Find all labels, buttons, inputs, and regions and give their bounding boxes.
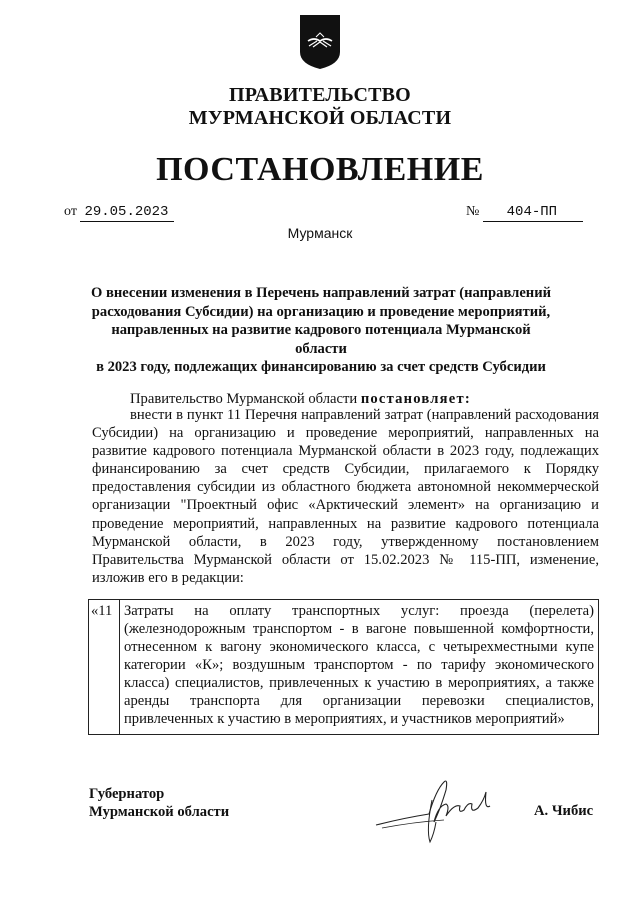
subject-line: в 2023 году, подлежащих финансированию за счет средств Субсидии — [96, 359, 546, 375]
subject-line: расходования Субсидии) на организацию и проведение мероприятий, — [91, 303, 551, 320]
intro-text: Правительство Мурманской области — [130, 391, 361, 407]
coat-of-arms-emblem — [299, 14, 341, 70]
item-number: «11 — [89, 600, 120, 735]
position-line: Мурманской области — [89, 804, 230, 820]
document-number: 404-ПП — [483, 203, 583, 222]
city: Мурманск — [287, 225, 353, 241]
position-line: Губернатор — [89, 786, 165, 802]
number-row — [466, 203, 583, 222]
document-subject — [86, 284, 556, 377]
handwritten-signature — [374, 770, 504, 850]
date-row — [64, 203, 174, 222]
number-prefix: № — [466, 204, 480, 219]
table-row — [89, 600, 599, 735]
item-text: Затраты на оплату транспортных услуг: проезда (перелета) (железнодорожным транспортом - в вагоне повышенной комфортности, отнесенном к вагону экономического класса, с четырехместными купе категории «К»; воздушным транспортом - по тарифу экономического класса) специалистов, привлеченных к участию в мероприятиях, а также аренды транспорта для организации перевозки специалистов, привлеченных к участию в мероприятиях, и участников мероприятий» — [120, 600, 599, 735]
document-date: 29.05.2023 — [80, 203, 174, 222]
date-prefix: от — [64, 204, 77, 219]
amended-item-table — [88, 599, 599, 735]
org-title-line2: МУРМАНСКОЙ ОБЛАСТИ — [188, 107, 452, 129]
resolves-word: постановляет: — [360, 391, 471, 407]
body-paragraph: внести в пункт 11 Перечня направлений затрат (направлений расходования Субсидии) на организацию и проведение мероприятий, направленных на развитие кадрового потенциала Мурманской области в 2023 году, подлежащих финансированию за счет средств Субсидии, прилагаемого к Порядку предоставления субсидии из областного бюджета автономной некоммерческой организации "Проектный офис «Арктический элемент» на организацию и проведение мероприятий, направленных на развитие кадрового потенциала Мурманской области, в 2023 году, утвержденному постановлением Правительства Мурманской области от 15.02.2023 № 115-ПП, изменение, изложив его в редакции: — [92, 407, 599, 586]
signer-position — [89, 785, 229, 821]
org-title-line1: ПРАВИТЕЛЬСТВО — [229, 84, 411, 106]
document-type: ПОСТАНОВЛЕНИЕ — [156, 151, 484, 188]
signer-name: А. Чибис — [534, 803, 594, 819]
subject-line: О внесении изменения в Перечень направлений затрат (направлений — [90, 285, 552, 301]
subject-line: направленных на развитие кадрового потенциала Мурманской области — [111, 322, 531, 357]
